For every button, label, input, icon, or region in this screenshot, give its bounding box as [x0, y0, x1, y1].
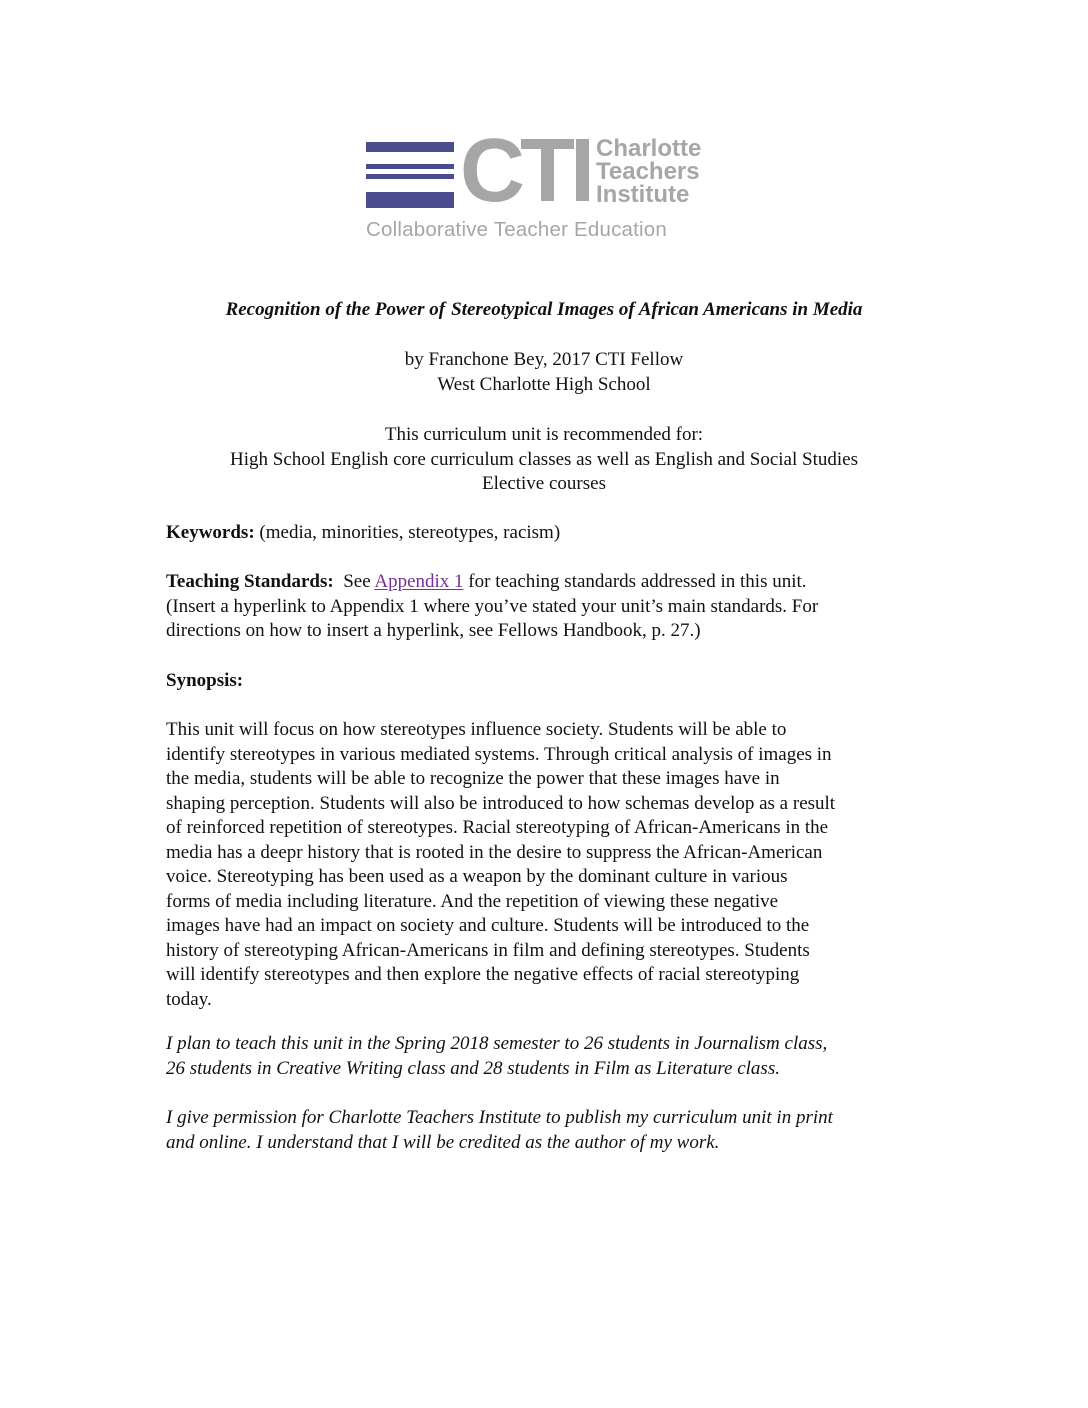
document-title [166, 298, 922, 323]
logo-tagline: Collaborative Teacher Education [366, 218, 667, 241]
logo-name-line: Charlotte [596, 135, 702, 162]
synopsis-section [166, 669, 922, 694]
synopsis-line: media has a deepr history that is rooted in the desire to suppress the African-American [166, 841, 823, 863]
appendix-1-link[interactable]: Appendix 1 [374, 571, 464, 592]
recommendation-line: This curriculum unit is recommended for: [384, 424, 704, 445]
permission-paragraph [166, 1106, 922, 1155]
logo-stripe [366, 142, 454, 152]
author-line: by Franchone Bey, 2017 CTI Fellow [404, 349, 684, 370]
plan-paragraph [166, 1032, 922, 1081]
plan-line: I plan to teach this unit in the Spring 2018 semester to 26 students in Journalism class, [166, 1033, 828, 1054]
teaching-standards-label: Teaching Standards: [166, 571, 334, 592]
keywords-text: (media, minorities, stereotypes, racism) [259, 522, 561, 543]
synopsis-line: This unit will focus on how stereotypes influence society. Students will be able to [166, 719, 787, 740]
synopsis-line: today. [166, 988, 212, 1010]
title-part: Recognition of the Power of [225, 299, 446, 320]
keywords-section [166, 521, 922, 546]
permission-line: and online. I understand that I will be credited as the author of my work. [166, 1131, 720, 1153]
standards-text: directions on how to insert a hyperlink, see Fellows Handbook, p. 27.) [166, 620, 701, 641]
logo-stripes-icon [366, 142, 454, 208]
synopsis-line: identify stereotypes in various mediated systems. Through critical analysis of images in [166, 743, 832, 765]
synopsis-line: forms of media including literature. And the repetition of viewing these negative [166, 890, 779, 912]
title-part: Stereotypical Images of African Americans in Media [451, 299, 863, 320]
standards-text: for teaching standards addressed in this unit. [468, 571, 807, 592]
logo-letters: CTI [460, 121, 590, 221]
standards-text: (Insert a hyperlink to Appendix 1 where you’ve stated your unit’s main standards. For [166, 595, 819, 617]
synopsis-line: shaping perception. Students will also be introduced to how schemas develop as a result [166, 792, 836, 814]
synopsis-line: the media, students will be able to recognize the power that these images have in [166, 768, 780, 789]
recommendation-line: Elective courses [482, 473, 606, 494]
logo-name-line: Teachers [596, 158, 700, 185]
synopsis-line: will identify stereotypes and then explore the negative effects of racial stereotyping [166, 964, 800, 985]
recommendation-line: High School English core curriculum classes as well as English and Social Studies [230, 448, 858, 470]
logo-stripe [366, 192, 454, 208]
cti-logo [366, 121, 726, 246]
synopsis-line: images have had an impact on society and culture. Students will be introduced to the [166, 915, 810, 936]
school-line: West Charlotte High School [437, 373, 651, 395]
synopsis-body [166, 718, 922, 1012]
standards-text: See [343, 571, 371, 592]
plan-line: 26 students in Creative Writing class and 28 students in Film as Literature class. [166, 1057, 780, 1079]
logo-name [596, 137, 701, 206]
synopsis-line: history of stereotyping African-Americans in film and defining stereotypes. Students [166, 939, 810, 961]
logo-stripe [366, 164, 454, 169]
logo-stripe [366, 174, 454, 179]
logo-name-line: Institute [596, 181, 690, 208]
permission-line: I give permission for Charlotte Teachers Institute to publish my curriculum unit in print [166, 1107, 833, 1128]
synopsis-line: voice. Stereotyping has been used as a weapon by the dominant culture in various [166, 866, 788, 887]
synopsis-heading: Synopsis: [166, 670, 244, 691]
synopsis-line: of reinforced repetition of stereotypes. Racial stereotyping of African-Americans in the [166, 817, 829, 838]
keywords-label: Keywords: [166, 522, 255, 543]
author-block [166, 348, 922, 397]
recommendation-block [166, 423, 922, 497]
teaching-standards-section [166, 570, 922, 644]
